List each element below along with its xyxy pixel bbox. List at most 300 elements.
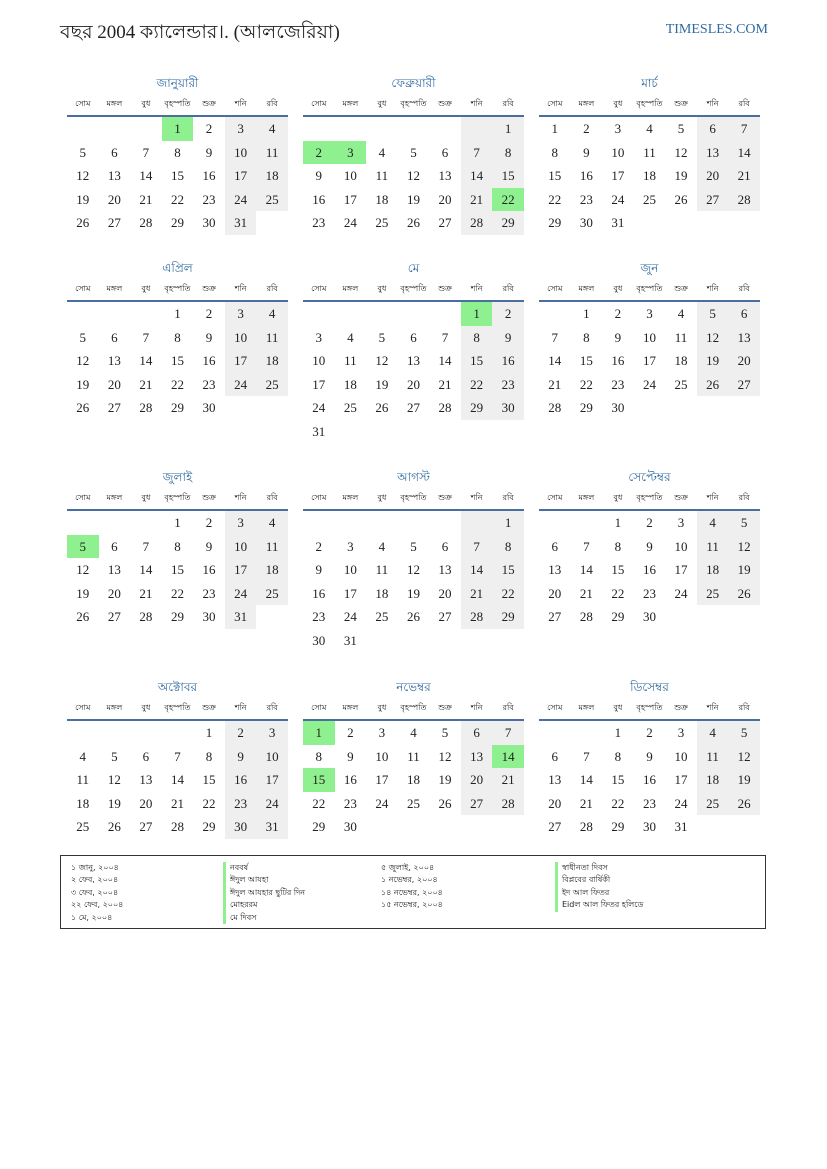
day-cell[interactable]: 17 bbox=[674, 562, 688, 577]
day-cell[interactable]: 4 bbox=[79, 748, 87, 764]
day-cell[interactable]: 8 bbox=[614, 748, 622, 764]
day-cell[interactable]: 10 bbox=[674, 748, 688, 764]
day-cell[interactable]: 5 bbox=[378, 329, 386, 345]
day-cell[interactable]: 28 bbox=[492, 792, 524, 816]
day-cell[interactable]: 24 bbox=[674, 585, 688, 601]
day-cell[interactable]: 10 bbox=[674, 538, 688, 554]
day-cell[interactable]: 29 bbox=[548, 215, 562, 230]
day-cell[interactable]: 13 bbox=[728, 326, 760, 350]
day-cell[interactable]: 5 bbox=[728, 721, 760, 745]
day-cell[interactable]: 31 bbox=[674, 819, 688, 834]
day-cell[interactable]: 7 bbox=[174, 748, 181, 764]
day-cell[interactable]: 8 bbox=[174, 144, 181, 160]
day-cell[interactable]: 19 bbox=[674, 168, 688, 183]
day-cell[interactable]: 12 bbox=[728, 745, 760, 769]
day-cell[interactable]: 8 bbox=[174, 538, 181, 554]
day-cell[interactable]: 1 bbox=[583, 306, 590, 321]
holiday-day[interactable]: 15 bbox=[303, 768, 335, 792]
day-cell[interactable]: 26 bbox=[406, 215, 420, 230]
day-cell[interactable]: 1 bbox=[205, 725, 213, 740]
day-cell[interactable]: 12 bbox=[406, 168, 420, 183]
holiday-day[interactable]: 1 bbox=[461, 302, 493, 326]
day-cell[interactable]: 13 bbox=[548, 772, 562, 787]
day-cell[interactable]: 17 bbox=[225, 349, 257, 373]
day-cell[interactable]: 4 bbox=[697, 511, 729, 535]
day-cell[interactable]: 12 bbox=[76, 353, 90, 368]
day-cell[interactable]: 25 bbox=[256, 582, 288, 606]
holiday-day[interactable]: 14 bbox=[492, 745, 524, 769]
day-cell[interactable]: 1 bbox=[614, 515, 622, 530]
day-cell[interactable]: 3 bbox=[315, 329, 323, 345]
day-cell[interactable]: 27 bbox=[406, 400, 420, 415]
site-brand-link[interactable]: TIMESLES.COM bbox=[665, 22, 768, 37]
day-cell[interactable]: 19 bbox=[76, 585, 90, 601]
day-cell[interactable]: 23 bbox=[642, 795, 656, 811]
day-cell[interactable]: 30 bbox=[202, 400, 216, 415]
day-cell[interactable]: 23 bbox=[312, 215, 326, 230]
day-cell[interactable]: 26 bbox=[438, 795, 452, 811]
day-cell[interactable]: 12 bbox=[107, 772, 121, 787]
day-cell[interactable]: 18 bbox=[256, 164, 288, 188]
day-cell[interactable]: 5 bbox=[441, 725, 449, 740]
day-cell[interactable]: 19 bbox=[728, 768, 760, 792]
day-cell[interactable]: 4 bbox=[256, 511, 288, 535]
holiday-day[interactable]: 2 bbox=[303, 141, 335, 165]
day-cell[interactable]: 20 bbox=[107, 191, 121, 207]
day-cell[interactable]: 6 bbox=[441, 538, 449, 554]
day-cell[interactable]: 6 bbox=[142, 748, 150, 764]
day-cell[interactable]: 9 bbox=[315, 168, 323, 183]
day-cell[interactable]: 8 bbox=[492, 141, 524, 165]
day-cell[interactable]: 25 bbox=[375, 215, 389, 230]
day-cell[interactable]: 6 bbox=[111, 329, 118, 345]
day-cell[interactable]: 8 bbox=[174, 329, 181, 345]
day-cell[interactable]: 30 bbox=[642, 609, 656, 624]
day-cell[interactable]: 9 bbox=[583, 144, 590, 160]
day-cell[interactable]: 24 bbox=[225, 582, 257, 606]
day-cell[interactable]: 12 bbox=[375, 353, 389, 368]
day-cell[interactable]: 8 bbox=[551, 144, 559, 160]
day-cell[interactable]: 6 bbox=[410, 329, 417, 345]
day-cell[interactable]: 24 bbox=[611, 191, 625, 207]
day-cell[interactable]: 18 bbox=[76, 795, 90, 811]
day-cell[interactable]: 30 bbox=[611, 400, 625, 415]
day-cell[interactable]: 24 bbox=[312, 400, 326, 415]
day-cell[interactable]: 25 bbox=[343, 400, 357, 415]
day-cell[interactable]: 11 bbox=[643, 144, 656, 160]
day-cell[interactable]: 23 bbox=[312, 609, 326, 624]
day-cell[interactable]: 2 bbox=[205, 306, 213, 321]
day-cell[interactable]: 30 bbox=[225, 815, 257, 839]
day-cell[interactable]: 6 bbox=[111, 538, 118, 554]
day-cell[interactable]: 4 bbox=[677, 306, 685, 321]
day-cell[interactable]: 3 bbox=[256, 721, 288, 745]
day-cell[interactable]: 7 bbox=[728, 117, 760, 141]
day-cell[interactable]: 9 bbox=[347, 748, 354, 764]
day-cell[interactable]: 28 bbox=[461, 605, 493, 629]
day-cell[interactable]: 25 bbox=[256, 188, 288, 212]
day-cell[interactable]: 10 bbox=[343, 168, 357, 183]
day-cell[interactable]: 20 bbox=[697, 164, 729, 188]
day-cell[interactable]: 1 bbox=[492, 511, 524, 535]
day-cell[interactable]: 25 bbox=[642, 191, 656, 207]
day-cell[interactable]: 25 bbox=[406, 795, 420, 811]
day-cell[interactable]: 9 bbox=[205, 144, 213, 160]
day-cell[interactable]: 30 bbox=[202, 609, 216, 624]
day-cell[interactable]: 22 bbox=[461, 373, 493, 397]
day-cell[interactable]: 28 bbox=[461, 211, 493, 235]
day-cell[interactable]: 17 bbox=[343, 585, 357, 601]
day-cell[interactable]: 3 bbox=[347, 538, 354, 554]
day-cell[interactable]: 4 bbox=[347, 329, 354, 345]
day-cell[interactable]: 29 bbox=[579, 400, 593, 415]
day-cell[interactable]: 5 bbox=[111, 748, 118, 764]
day-cell[interactable]: 30 bbox=[579, 215, 593, 230]
day-cell[interactable]: 20 bbox=[406, 376, 420, 392]
day-cell[interactable]: 4 bbox=[256, 302, 288, 326]
day-cell[interactable]: 16 bbox=[202, 353, 216, 368]
day-cell[interactable]: 14 bbox=[170, 772, 184, 787]
day-cell[interactable]: 19 bbox=[375, 376, 389, 392]
day-cell[interactable]: 27 bbox=[438, 609, 452, 624]
day-cell[interactable]: 23 bbox=[202, 376, 216, 392]
day-cell[interactable]: 16 bbox=[492, 349, 524, 373]
day-cell[interactable]: 24 bbox=[225, 188, 257, 212]
day-cell[interactable]: 4 bbox=[378, 538, 386, 554]
day-cell[interactable]: 28 bbox=[139, 400, 153, 415]
day-cell[interactable]: 7 bbox=[142, 144, 150, 160]
day-cell[interactable]: 4 bbox=[646, 121, 653, 136]
day-cell[interactable]: 28 bbox=[579, 609, 593, 624]
day-cell[interactable]: 7 bbox=[583, 748, 590, 764]
day-cell[interactable]: 15 bbox=[202, 772, 216, 787]
day-cell[interactable]: 24 bbox=[642, 376, 656, 392]
day-cell[interactable]: 11 bbox=[256, 326, 288, 350]
day-cell[interactable]: 28 bbox=[139, 609, 153, 624]
day-cell[interactable]: 24 bbox=[674, 795, 688, 811]
day-cell[interactable]: 21 bbox=[170, 795, 184, 811]
day-cell[interactable]: 29 bbox=[611, 609, 625, 624]
day-cell[interactable]: 16 bbox=[343, 772, 357, 787]
day-cell[interactable]: 23 bbox=[202, 191, 216, 207]
day-cell[interactable]: 21 bbox=[579, 585, 593, 601]
day-cell[interactable]: 20 bbox=[438, 585, 452, 601]
day-cell[interactable]: 8 bbox=[205, 748, 213, 764]
day-cell[interactable]: 2 bbox=[205, 121, 213, 136]
day-cell[interactable]: 3 bbox=[646, 306, 653, 321]
day-cell[interactable]: 5 bbox=[697, 302, 729, 326]
day-cell[interactable]: 26 bbox=[76, 400, 90, 415]
day-cell[interactable]: 3 bbox=[225, 302, 257, 326]
day-cell[interactable]: 30 bbox=[343, 819, 357, 834]
day-cell[interactable]: 29 bbox=[170, 400, 184, 415]
day-cell[interactable]: 16 bbox=[202, 168, 216, 183]
day-cell[interactable]: 29 bbox=[611, 819, 625, 834]
day-cell[interactable]: 29 bbox=[170, 215, 184, 230]
day-cell[interactable]: 11 bbox=[697, 535, 729, 559]
day-cell[interactable]: 20 bbox=[728, 349, 760, 373]
day-cell[interactable]: 16 bbox=[312, 191, 326, 207]
day-cell[interactable]: 18 bbox=[697, 558, 729, 582]
day-cell[interactable]: 16 bbox=[579, 168, 593, 183]
day-cell[interactable]: 15 bbox=[579, 353, 593, 368]
day-cell[interactable]: 25 bbox=[697, 582, 729, 606]
day-cell[interactable]: 13 bbox=[107, 168, 121, 183]
day-cell[interactable]: 22 bbox=[548, 191, 562, 207]
day-cell[interactable]: 7 bbox=[492, 721, 524, 745]
day-cell[interactable]: 15 bbox=[492, 164, 524, 188]
day-cell[interactable]: 30 bbox=[492, 396, 524, 420]
day-cell[interactable]: 15 bbox=[170, 562, 184, 577]
day-cell[interactable]: 9 bbox=[205, 538, 213, 554]
day-cell[interactable]: 18 bbox=[375, 585, 389, 601]
day-cell[interactable]: 17 bbox=[225, 164, 257, 188]
day-cell[interactable]: 22 bbox=[170, 585, 184, 601]
day-cell[interactable]: 19 bbox=[728, 558, 760, 582]
day-cell[interactable]: 13 bbox=[107, 562, 121, 577]
day-cell[interactable]: 11 bbox=[375, 562, 389, 577]
day-cell[interactable]: 3 bbox=[225, 511, 257, 535]
day-cell[interactable]: 31 bbox=[611, 215, 625, 230]
day-cell[interactable]: 3 bbox=[378, 725, 386, 740]
day-cell[interactable]: 24 bbox=[225, 373, 257, 397]
day-cell[interactable]: 18 bbox=[256, 349, 288, 373]
day-cell[interactable]: 21 bbox=[548, 376, 562, 392]
day-cell[interactable]: 16 bbox=[611, 353, 625, 368]
day-cell[interactable]: 20 bbox=[461, 768, 493, 792]
day-cell[interactable]: 2 bbox=[315, 538, 323, 554]
day-cell[interactable]: 10 bbox=[375, 748, 389, 764]
day-cell[interactable]: 20 bbox=[107, 585, 121, 601]
day-cell[interactable]: 19 bbox=[697, 349, 729, 373]
day-cell[interactable]: 27 bbox=[107, 400, 121, 415]
day-cell[interactable]: 4 bbox=[378, 144, 386, 160]
day-cell[interactable]: 19 bbox=[107, 795, 121, 811]
day-cell[interactable]: 11 bbox=[256, 535, 288, 559]
day-cell[interactable]: 24 bbox=[256, 792, 288, 816]
day-cell[interactable]: 11 bbox=[674, 329, 688, 345]
day-cell[interactable]: 28 bbox=[438, 400, 452, 415]
day-cell[interactable]: 19 bbox=[76, 376, 90, 392]
day-cell[interactable]: 25 bbox=[375, 609, 389, 624]
day-cell[interactable]: 21 bbox=[579, 795, 593, 811]
day-cell[interactable]: 22 bbox=[579, 376, 593, 392]
day-cell[interactable]: 22 bbox=[611, 585, 625, 601]
day-cell[interactable]: 8 bbox=[583, 329, 590, 345]
day-cell[interactable]: 6 bbox=[551, 748, 559, 764]
day-cell[interactable]: 23 bbox=[225, 792, 257, 816]
day-cell[interactable]: 3 bbox=[677, 515, 685, 530]
day-cell[interactable]: 5 bbox=[410, 144, 417, 160]
holiday-day[interactable]: 3 bbox=[335, 141, 367, 165]
day-cell[interactable]: 12 bbox=[728, 535, 760, 559]
day-cell[interactable]: 28 bbox=[139, 215, 153, 230]
day-cell[interactable]: 17 bbox=[312, 376, 326, 392]
day-cell[interactable]: 14 bbox=[438, 353, 452, 368]
day-cell[interactable]: 4 bbox=[697, 721, 729, 745]
day-cell[interactable]: 11 bbox=[76, 772, 90, 787]
day-cell[interactable]: 30 bbox=[312, 632, 326, 648]
day-cell[interactable]: 29 bbox=[461, 396, 493, 420]
day-cell[interactable]: 15 bbox=[611, 772, 625, 787]
day-cell[interactable]: 11 bbox=[256, 141, 288, 165]
day-cell[interactable]: 2 bbox=[646, 515, 653, 530]
day-cell[interactable]: 21 bbox=[461, 582, 493, 606]
day-cell[interactable]: 15 bbox=[548, 168, 562, 183]
day-cell[interactable]: 26 bbox=[697, 373, 729, 397]
day-cell[interactable]: 23 bbox=[343, 795, 357, 811]
day-cell[interactable]: 11 bbox=[697, 745, 729, 769]
day-cell[interactable]: 1 bbox=[614, 725, 622, 740]
day-cell[interactable]: 26 bbox=[406, 609, 420, 624]
day-cell[interactable]: 20 bbox=[548, 795, 562, 811]
day-cell[interactable]: 2 bbox=[225, 721, 257, 745]
day-cell[interactable]: 17 bbox=[674, 772, 688, 787]
day-cell[interactable]: 9 bbox=[646, 538, 653, 554]
day-cell[interactable]: 21 bbox=[492, 768, 524, 792]
day-cell[interactable]: 21 bbox=[438, 376, 452, 392]
day-cell[interactable]: 29 bbox=[202, 819, 216, 834]
day-cell[interactable]: 23 bbox=[202, 585, 216, 601]
day-cell[interactable]: 27 bbox=[697, 188, 729, 212]
day-cell[interactable]: 27 bbox=[438, 215, 452, 230]
day-cell[interactable]: 6 bbox=[697, 117, 729, 141]
day-cell[interactable]: 18 bbox=[642, 168, 656, 183]
day-cell[interactable]: 9 bbox=[315, 562, 323, 577]
day-cell[interactable]: 17 bbox=[642, 353, 656, 368]
day-cell[interactable]: 27 bbox=[107, 609, 121, 624]
day-cell[interactable]: 14 bbox=[548, 353, 562, 368]
day-cell[interactable]: 16 bbox=[202, 562, 216, 577]
day-cell[interactable]: 1 bbox=[492, 117, 524, 141]
day-cell[interactable]: 15 bbox=[611, 562, 625, 577]
day-cell[interactable]: 27 bbox=[139, 819, 153, 834]
day-cell[interactable]: 12 bbox=[438, 748, 452, 764]
day-cell[interactable]: 6 bbox=[551, 538, 559, 554]
day-cell[interactable]: 13 bbox=[697, 141, 729, 165]
day-cell[interactable]: 27 bbox=[548, 819, 562, 834]
day-cell[interactable]: 29 bbox=[492, 605, 524, 629]
day-cell[interactable]: 24 bbox=[343, 215, 357, 230]
day-cell[interactable]: 27 bbox=[728, 373, 760, 397]
day-cell[interactable]: 14 bbox=[139, 562, 153, 577]
day-cell[interactable]: 31 bbox=[256, 815, 288, 839]
day-cell[interactable]: 9 bbox=[492, 326, 524, 350]
day-cell[interactable]: 12 bbox=[76, 168, 90, 183]
day-cell[interactable]: 15 bbox=[492, 558, 524, 582]
day-cell[interactable]: 7 bbox=[142, 329, 150, 345]
day-cell[interactable]: 6 bbox=[461, 721, 493, 745]
day-cell[interactable]: 14 bbox=[139, 168, 153, 183]
day-cell[interactable]: 5 bbox=[728, 511, 760, 535]
day-cell[interactable]: 14 bbox=[579, 562, 593, 577]
day-cell[interactable]: 25 bbox=[674, 376, 688, 392]
day-cell[interactable]: 22 bbox=[170, 191, 184, 207]
day-cell[interactable]: 4 bbox=[256, 117, 288, 141]
day-cell[interactable]: 11 bbox=[407, 748, 420, 764]
day-cell[interactable]: 15 bbox=[170, 353, 184, 368]
day-cell[interactable]: 10 bbox=[312, 353, 326, 368]
day-cell[interactable]: 7 bbox=[583, 538, 590, 554]
day-cell[interactable]: 3 bbox=[677, 725, 685, 740]
day-cell[interactable]: 13 bbox=[139, 772, 153, 787]
day-cell[interactable]: 19 bbox=[76, 191, 90, 207]
day-cell[interactable]: 21 bbox=[139, 376, 153, 392]
day-cell[interactable]: 12 bbox=[674, 144, 688, 160]
day-cell[interactable]: 2 bbox=[646, 725, 653, 740]
day-cell[interactable]: 3 bbox=[614, 121, 622, 136]
day-cell[interactable]: 26 bbox=[728, 582, 760, 606]
day-cell[interactable]: 26 bbox=[76, 609, 90, 624]
day-cell[interactable]: 21 bbox=[728, 164, 760, 188]
day-cell[interactable]: 2 bbox=[492, 302, 524, 326]
day-cell[interactable]: 11 bbox=[375, 168, 389, 183]
day-cell[interactable]: 12 bbox=[697, 326, 729, 350]
day-cell[interactable]: 22 bbox=[492, 582, 524, 606]
holiday-day[interactable]: 1 bbox=[303, 721, 335, 745]
day-cell[interactable]: 28 bbox=[170, 819, 184, 834]
day-cell[interactable]: 31 bbox=[312, 423, 326, 439]
day-cell[interactable]: 2 bbox=[205, 515, 213, 530]
day-cell[interactable]: 21 bbox=[139, 585, 153, 601]
day-cell[interactable]: 26 bbox=[674, 191, 688, 207]
day-cell[interactable]: 13 bbox=[461, 745, 493, 769]
day-cell[interactable]: 13 bbox=[107, 353, 121, 368]
day-cell[interactable]: 17 bbox=[375, 772, 389, 787]
day-cell[interactable]: 5 bbox=[79, 329, 87, 345]
day-cell[interactable]: 7 bbox=[461, 535, 493, 559]
day-cell[interactable]: 18 bbox=[406, 772, 420, 787]
day-cell[interactable]: 18 bbox=[375, 191, 389, 207]
day-cell[interactable]: 13 bbox=[406, 353, 420, 368]
holiday-day[interactable]: 1 bbox=[162, 117, 194, 141]
day-cell[interactable]: 25 bbox=[697, 792, 729, 816]
day-cell[interactable]: 23 bbox=[492, 373, 524, 397]
day-cell[interactable]: 5 bbox=[79, 144, 87, 160]
day-cell[interactable]: 16 bbox=[225, 768, 257, 792]
day-cell[interactable]: 29 bbox=[170, 609, 184, 624]
day-cell[interactable]: 27 bbox=[548, 609, 562, 624]
day-cell[interactable]: 29 bbox=[312, 819, 326, 834]
day-cell[interactable]: 11 bbox=[344, 353, 357, 368]
day-cell[interactable]: 26 bbox=[375, 400, 389, 415]
day-cell[interactable]: 1 bbox=[174, 515, 181, 530]
day-cell[interactable]: 31 bbox=[343, 632, 357, 648]
day-cell[interactable]: 10 bbox=[225, 535, 257, 559]
day-cell[interactable]: 14 bbox=[139, 353, 153, 368]
day-cell[interactable]: 13 bbox=[438, 562, 452, 577]
day-cell[interactable]: 23 bbox=[611, 376, 625, 392]
day-cell[interactable]: 22 bbox=[611, 795, 625, 811]
day-cell[interactable]: 10 bbox=[225, 141, 257, 165]
day-cell[interactable]: 15 bbox=[170, 168, 184, 183]
day-cell[interactable]: 29 bbox=[492, 211, 524, 235]
day-cell[interactable]: 2 bbox=[583, 121, 590, 136]
day-cell[interactable]: 2 bbox=[614, 306, 622, 321]
day-cell[interactable]: 9 bbox=[614, 329, 622, 345]
day-cell[interactable]: 14 bbox=[461, 558, 493, 582]
day-cell[interactable]: 18 bbox=[256, 558, 288, 582]
day-cell[interactable]: 7 bbox=[461, 141, 493, 165]
day-cell[interactable]: 4 bbox=[410, 725, 417, 740]
day-cell[interactable]: 25 bbox=[256, 373, 288, 397]
day-cell[interactable]: 28 bbox=[548, 400, 562, 415]
day-cell[interactable]: 22 bbox=[312, 795, 326, 811]
day-cell[interactable]: 2 bbox=[347, 725, 354, 740]
day-cell[interactable]: 17 bbox=[225, 558, 257, 582]
day-cell[interactable]: 19 bbox=[438, 772, 452, 787]
day-cell[interactable]: 28 bbox=[728, 188, 760, 212]
